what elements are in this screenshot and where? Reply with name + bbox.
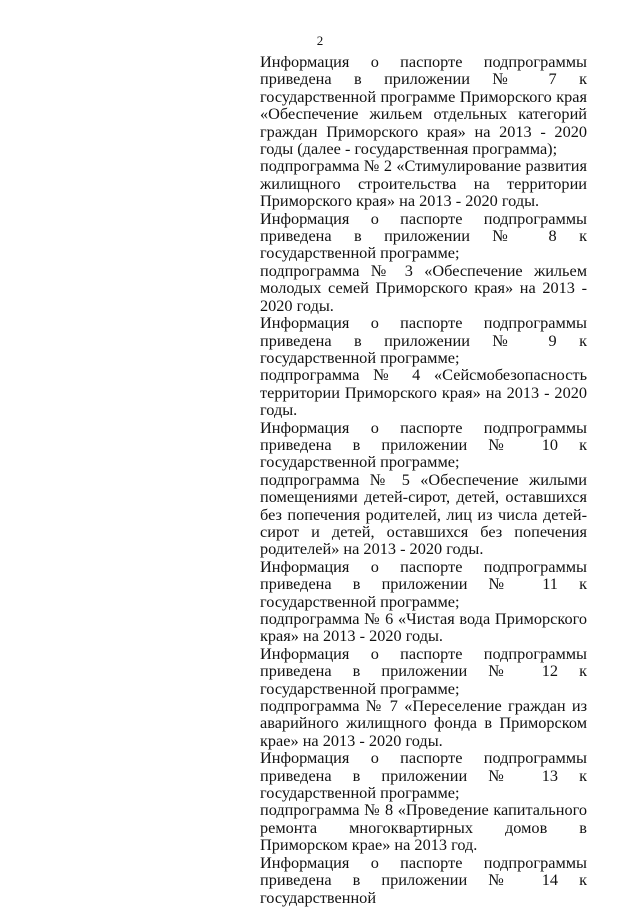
paragraph-13: Информация о паспорте подпрограммы приведена в приложении № 13 к государственной программе; [260,748,587,803]
paragraph-15: Информация о паспорте подпрограммы приведена в приложении № 14 к государственной [260,852,587,907]
paragraph-5: Информация о паспорте подпрограммы приведена в приложении № 9 к государственной программе; [260,313,587,367]
paragraph-8: подпрограмма № 5 «Обеспечение жилыми помещениями детей-сирот, детей, оставшихся без попечения родителей, лиц из числа детей-сирот и детей, оставшихся без попечения родителей» на 2013 - 2020 годы. [260,469,587,559]
document-body [260,53,587,906]
paragraph-9: Информация о паспорте подпрограммы приведена в приложении № 11 к государственной программе; [260,556,587,611]
paragraph-6: подпрограмма № 4 «Сейсмобезопасность территории Приморского края» на 2013 - 2020 годы. [260,365,587,420]
paragraph-14: подпрограмма № 8 «Проведение капитального ремонта многоквартирных домов в Приморском крае» на 2013 год. [260,800,587,855]
paragraph-2: подпрограмма № 2 «Стимулирование развития жилищного строительства на территории Приморского края» на 2013 - 2020 годы. [260,156,587,211]
page-number: 2 [316,33,324,48]
paragraph-11: Информация о паспорте подпрограммы приведена в приложении № 12 к государственной программе; [260,643,587,698]
paragraph-3: Информация о паспорте подпрограммы приведена в приложении № 8 к государственной программе; [260,208,587,263]
paragraph-12: подпрограмма № 7 «Переселение граждан из аварийного жилищного фонда в Приморском крае» на 2013 - 2020 годы. [260,696,587,750]
paragraph-4: подпрограмма № 3 «Обеспечение жильем молодых семей Приморского края» на 2013 - 2020 годы. [260,260,587,315]
paragraph-10: подпрограмма № 6 «Чистая вода Приморского края» на 2013 - 2020 годы. [260,609,587,646]
paragraph-1: Информация о паспорте подпрограммы приведена в приложении № 7 к государственной программе Приморского края «Обеспечение жильем отдельных категорий граждан Приморского края» на 2013 - 2020 годы (далее - государственная программа); [260,52,587,159]
paragraph-7: Информация о паспорте подпрограммы приведена в приложении № 10 к государственной программе; [260,417,587,472]
